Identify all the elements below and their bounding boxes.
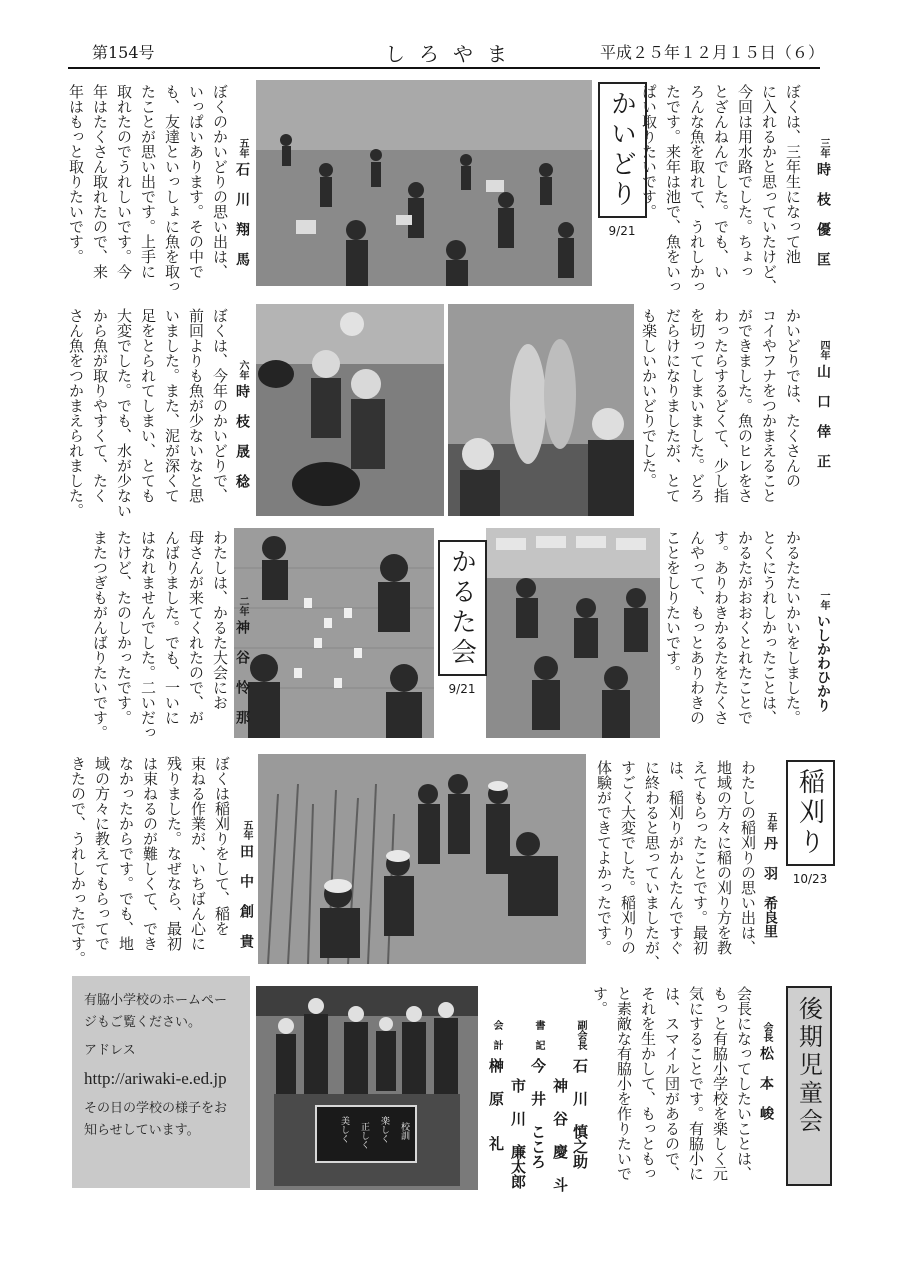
photo-karuta-floor — [234, 528, 434, 738]
section-title-inekari: 稲刈り 10/23 — [790, 760, 830, 950]
article-kaidori-4: かいどりでは、たくさんの コイやフナをつかまえること ができました。魚のヒレをさ わったらするどくて、少し指 を切ってしまいました。どろ だらけになりましたが、とて も楽しいかいどりでした。 — [640, 308, 802, 503]
homepage-address-label: アドレス — [84, 1043, 136, 1058]
byline-kaidori-5: 五年石 川 翔 馬 — [234, 138, 250, 266]
article-inekari-tanaka: ぼくは稲刈りをして、稲を 束ねる作業が、いちばん心に 残りました。なぜなら、最初 は束ねるのが難しくて、でき なかったからです。でも、地 域の方々に教えてもらってで きたので、うれしかったです。 — [69, 756, 231, 966]
issue-date: 平成２５年１２月１５日（６） — [600, 43, 825, 62]
officer-vice-1: 副会長石 川 慎之助 — [571, 1020, 589, 1169]
sign-text-2: 楽しく — [379, 1116, 389, 1143]
officer-secretary-1: 書 記今 井 こころ — [529, 1020, 547, 1169]
homepage-url-link[interactable]: http://ariwaki-e.ed.jp — [84, 1069, 227, 1088]
section-title-kaidori: かいどり 9/21 — [600, 82, 644, 282]
sign-text-4: 美しく — [339, 1116, 349, 1143]
photo-kaidori-kids — [256, 304, 444, 516]
homepage-info-box — [72, 976, 250, 1188]
byline-kaidori-6: 六年時 枝 晟 稔 — [234, 360, 250, 488]
article-kaidori-3: ぼくは、三年生になって池 に入れるかと思っていたけど、 今回は用水路でした。ちょっ とざんねんでした。でも、い ろんな魚を取れて、うれしかっ たです。来年は池で、魚をいっ ぱい取りたいです。 — [640, 84, 802, 294]
article-karuta-2: わたしは、かるた大会にお 母さんが来てくれたので、が んばりました。でも、一いに はなれませんでした。二いだっ たけど、たのしかったです。 またつぎもがんばりたいです。 — [91, 530, 229, 740]
photo-inekari — [258, 754, 586, 964]
header-rule — [68, 67, 820, 69]
photo-kaidori-field — [256, 80, 592, 286]
photo-karuta-classroom — [486, 528, 660, 738]
issue-number: 第154号 — [92, 43, 155, 62]
homepage-line-3: その日の学校の様子をお知らせしています。 — [84, 1101, 228, 1138]
homepage-line-1: 有脇小学校のホームページもご覧ください。 — [84, 993, 228, 1030]
byline-kaidori-3: 三年時 枝 優 匡 — [815, 138, 831, 266]
byline-kaidori-4: 四年山 口 倖 正 — [815, 340, 831, 468]
byline-inekari-tanaka: 五年田 中 創 貴 — [238, 820, 254, 948]
photo-kaidori-fish — [448, 304, 634, 516]
section-date-karuta: 9/21 — [448, 682, 476, 696]
sign-text-1: 校訓 — [399, 1122, 409, 1140]
section-date-kaidori: 9/21 — [608, 224, 636, 238]
section-title-karuta: かるた会 9/21 — [440, 540, 484, 740]
photo-council-members — [256, 986, 478, 1190]
article-inekari-niwa: わたしの稲刈りの思い出は、 地域の方々に稲の刈り方を教 えてもらったことです。最初 は、稲刈りがかんたんですぐ に終わると思っていましたが、 すごく大変でした。稲刈りの 体験ができてよかったです。 — [595, 760, 757, 970]
officer-vice-2: 神 谷 慶 斗 — [551, 1078, 569, 1192]
article-kaidori-6: ぼくは、今年のかいどりで、 前回よりも魚が少ないなと思 いました。また、泥が深くて 足をとられてしまい、とても 大変でした。でも、水が少ない から魚が取りやすくて、たく さん魚をつかまえられました。 — [67, 308, 229, 518]
byline-karuta-2: 二年神 谷 怜 那 — [234, 596, 250, 724]
officer-secretary-2: 市 川 廉太郎 — [509, 1078, 527, 1189]
section-title-council: 後期児童会 — [786, 986, 832, 1186]
section-date-inekari: 10/23 — [792, 872, 828, 886]
article-kaidori-5: ぼくのかいどりの思い出は、 いっぱいあります。その中で も、友達といっしょに魚を取っ たことが思い出です。上手に 取れたのでうれしいです。今 年はたくさん取れたので、来 年はもっと取りたいです。 — [67, 84, 229, 294]
sign-text-3: 正しく — [359, 1122, 369, 1149]
byline-inekari-niwa: 五年丹 羽 希良里 — [762, 812, 778, 938]
newsletter-title: しろやま — [385, 42, 521, 66]
byline-council-president: 会長松 本 峻 — [758, 1022, 774, 1120]
article-council-president: 会長になってしたいことは、 もっと有脇小学校を楽しく元 気にすることです。有脇小に は、スマイル団があるので、 それを生かして、もっともっ と素敵な有脇小を作りたいで す。 — [591, 986, 753, 1181]
article-karuta-1: かるたたいかいをしました。 とくにうれしかったことは、 かるたがおおくとれたことで す。ありわきかるたをたくさ んやって、もっとありわきの ことをしりたいです。 — [664, 530, 802, 725]
officer-treasurer: 会 計榊 原 礼 — [487, 1020, 505, 1151]
byline-karuta-1: 一年いしかわひかり — [815, 590, 831, 712]
